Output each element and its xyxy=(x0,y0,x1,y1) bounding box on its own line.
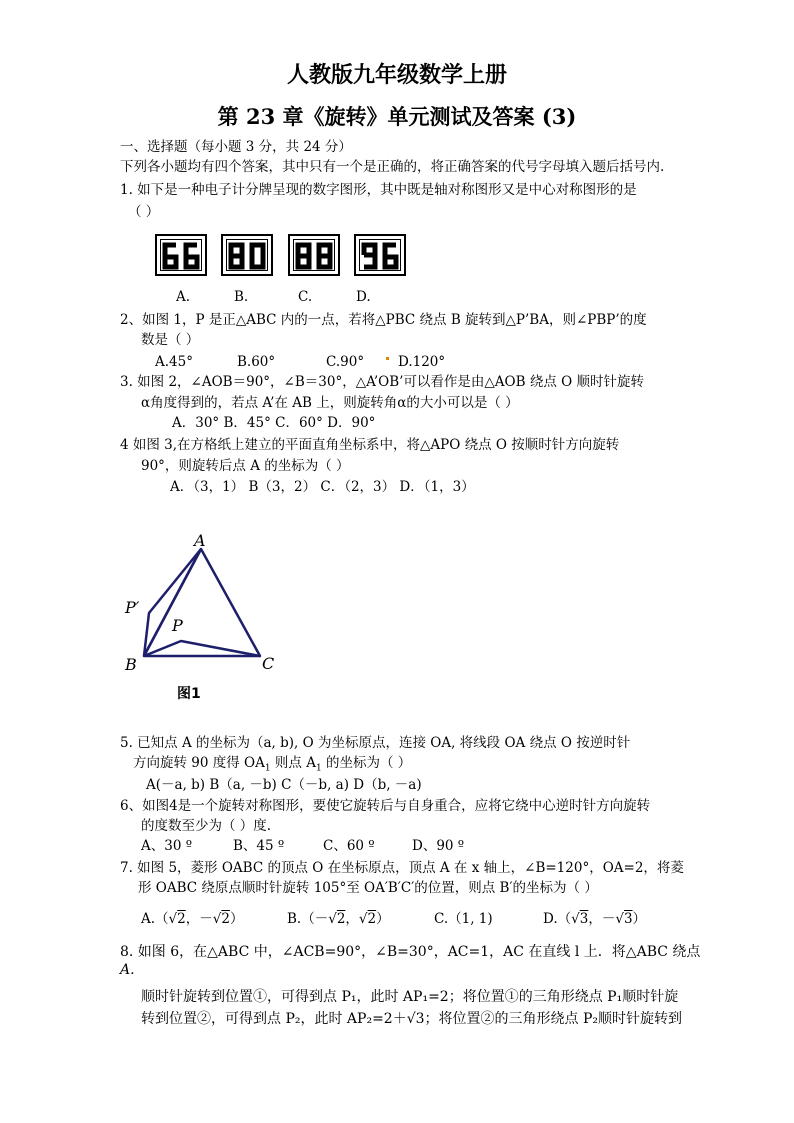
q8-stem: 8. 如图 6，在△ABC 中，∠ACB=90°，∠B=30°，AC=1，AC 在直线 l 上．将△ABC 绕点 xyxy=(120,944,701,960)
q5-options: A(－a, b) B（a, －b) C（－b, a) D（b, －a) xyxy=(146,777,422,793)
q7-option-b: B.（－√2，√2） xyxy=(287,911,390,927)
q1-stem: 1. 如下是一种电子计分牌呈现的数字图形，其中既是轴对称图形又是中心对称图形的是 xyxy=(120,182,637,198)
q8-stem-line2: 顺时针旋转到位置①，可得到点 P₁，此时 AP₁=2；将位置①的三角形绕点 P₁顺时针旋 xyxy=(141,989,679,1005)
q6-option-b: B、45 º xyxy=(233,838,285,854)
q2-option-a: A.45° xyxy=(155,354,193,370)
figure-1-triangle xyxy=(115,525,290,680)
instruction-text: 下列各小题均有四个答案，其中只有一个是正确的，将正确答案的代号字母填入题后括号内. xyxy=(120,159,665,175)
q1-option-c: C. xyxy=(298,289,313,305)
triangle-pbc xyxy=(144,641,260,656)
q2-stem-cont: 数是（ ） xyxy=(141,332,200,348)
label-c: C xyxy=(262,654,275,673)
q5-stem-cont: 方向旋转 90 度得 $OA_1$ 则点 $A_1$ 的坐标为（ ） xyxy=(133,755,412,774)
q6-stem: 6、如图4是一个旋转对称图形，要使它旋转后与自身重合，应将它绕中心逆时针方向旋转 xyxy=(120,798,651,814)
q2-stem: 2、如图 1，P 是正△ABC 内的一点，若将△PBC 绕点 B 旋转到△P’BA，则∠PBP’的度 xyxy=(120,312,647,328)
q1-option-b: B. xyxy=(234,289,249,305)
q5-stem: 5. 已知点 A 的坐标为（a, b), O 为坐标原点，连接 OA, 将线段 OA 绕点 O 按逆时针 xyxy=(120,735,631,751)
q1-answer-paren: （ ） xyxy=(128,204,160,220)
stray-dot xyxy=(386,357,389,360)
label-p-prime: P′ xyxy=(125,598,140,617)
q3-options: A．30° B．45° C．60° D．90° xyxy=(172,415,376,431)
q4-stem-cont: 90°，则旋转后点 A 的坐标为（ ） xyxy=(141,458,350,474)
digit-panel-b xyxy=(221,234,273,276)
q7-option-a: A.（√2，－√2） xyxy=(141,911,244,927)
q6-option-c: C、60 º xyxy=(323,838,375,854)
q1-option-a: A. xyxy=(176,289,191,305)
q7-stem-cont: 形 OABC 绕原点顺时针旋转 105°至 OA′B′C′的位置，则点 B′的坐标为（ ） xyxy=(138,880,598,896)
q1-option-d: D. xyxy=(356,289,371,305)
digit-panel-c xyxy=(288,234,340,276)
segment-ap xyxy=(144,549,201,656)
q4-stem: 4 如图 3,在方格纸上建立的平面直角坐标系中，将△APO 绕点 O 按顺时针方向旋转 xyxy=(120,437,620,453)
q4-options: A．（3，1） B（3，2） C．（2，3） D．（1，3） xyxy=(170,479,475,495)
q7-option-d: D.（√3，－√3） xyxy=(543,911,647,927)
q3-stem-cont: α角度得到的，若点 A’在 AB 上，则旋转角α的大小可以是（ ） xyxy=(141,395,519,411)
label-p: P xyxy=(172,616,183,635)
section-heading: 一、选择题（每小题 3 分，共 24 分） xyxy=(120,139,352,155)
digit-66-glyph xyxy=(157,236,205,274)
document-title: 人教版九年级数学上册 xyxy=(286,62,507,88)
triangle-abc xyxy=(144,549,260,656)
q2-option-b: B.60° xyxy=(237,354,276,370)
label-b: B xyxy=(125,655,137,674)
digit-88-glyph xyxy=(290,236,338,274)
q7-option-c: C.（1, 1) xyxy=(434,911,493,927)
q3-stem: 3. 如图 2，∠AOB＝90°，∠B＝30°，△A’OB’可以看作是由△AOB 绕点 O 顺时针旋转 xyxy=(120,374,644,390)
digit-96-glyph xyxy=(356,236,404,274)
figure-1-caption: 图1 xyxy=(177,686,201,702)
q2-option-c: C.90° xyxy=(326,354,365,370)
digit-panel-d xyxy=(354,234,406,276)
q6-option-a: A、30 º xyxy=(141,838,193,854)
label-a: A xyxy=(194,531,206,550)
q6-option-d: D、90 º xyxy=(412,838,465,854)
q8-stem-point: A. xyxy=(120,962,135,978)
q7-stem: 7. 如图 5，菱形 OABC 的顶点 O 在坐标原点，顶点 A 在 x 轴上，∠B=120°，OA=2，将菱 xyxy=(120,860,684,876)
digit-80-glyph xyxy=(223,236,271,274)
q6-stem-cont: 的度数至少为（ ）度. xyxy=(141,818,272,834)
q8-stem-line3: 转到位置②，可得到点 P₂，此时 AP₂=2＋√3；将位置②的三角形绕点 P₂顺时针旋转到 xyxy=(141,1011,683,1027)
q2-option-d: D.120° xyxy=(398,354,446,370)
digit-panel-a xyxy=(155,234,207,276)
document-subtitle: 第 23 章《旋转》单元测试及答案 (3) xyxy=(217,104,577,129)
